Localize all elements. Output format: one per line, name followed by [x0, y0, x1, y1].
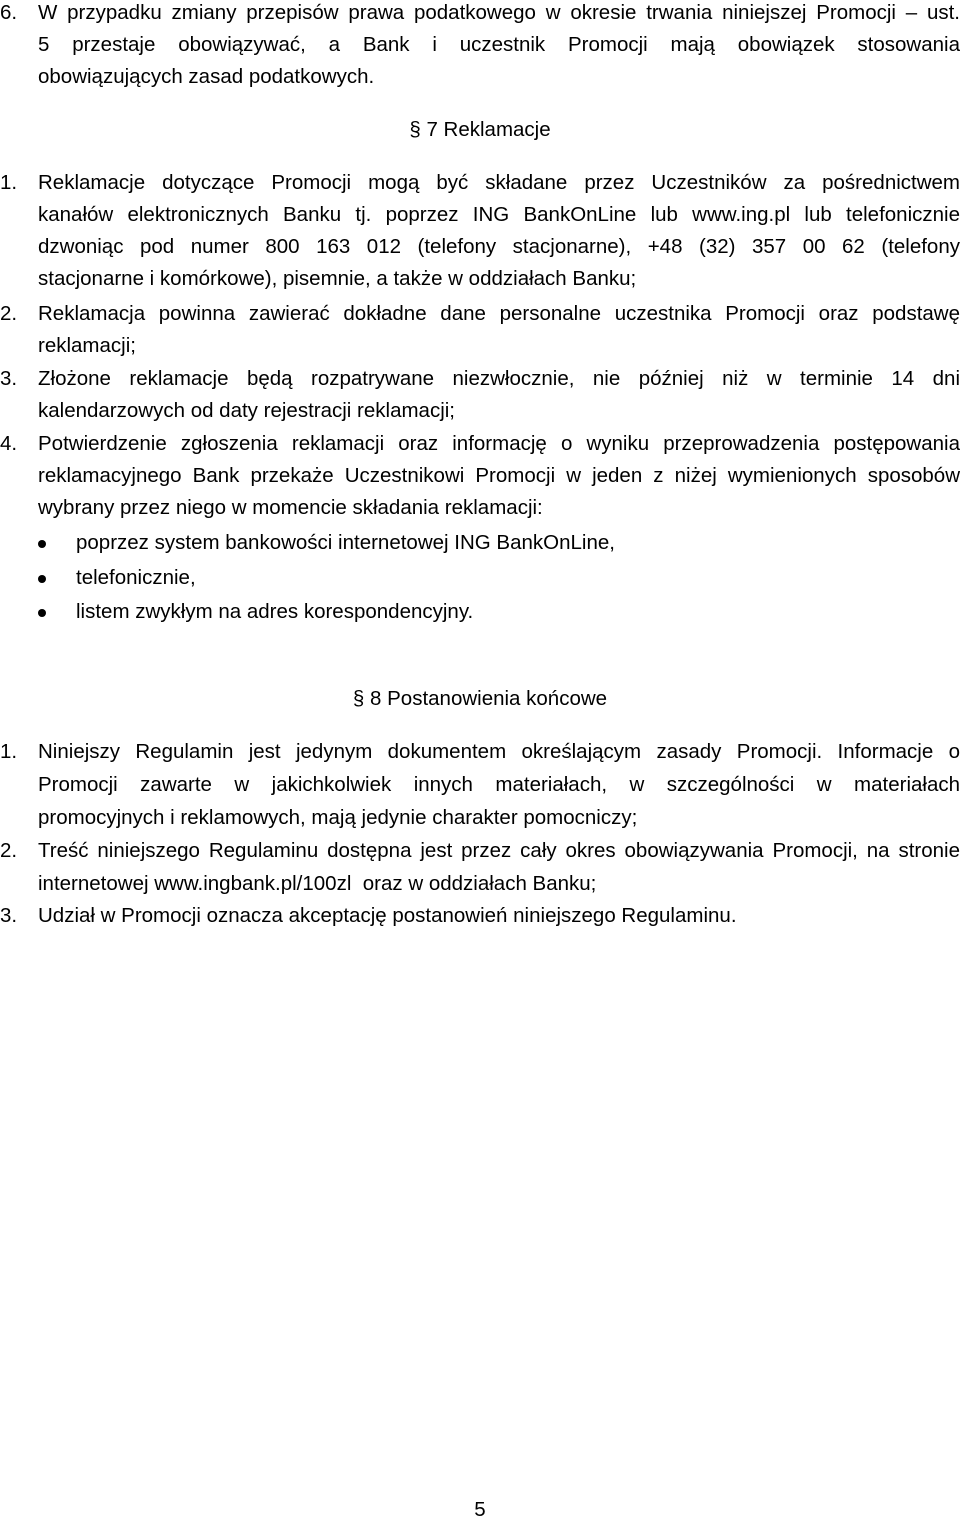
- list-number: 2.: [0, 839, 18, 862]
- paragraph-text: Reklamacja powinna zawierać dokładne dane personalne uczestnika Promocji oraz podstawę: [38, 302, 960, 325]
- paragraph-text: obowiązujących zasad podatkowych.: [38, 65, 375, 88]
- paragraph-text: Reklamacje dotyczące Promocji mogą być składane przez Uczestników za pośrednictwem: [38, 171, 960, 194]
- paragraph-text: wybrany przez niego w momencie składania reklamacji:: [38, 496, 543, 519]
- paragraph-text: Niniejszy Regulamin jest jedynym dokumentem określającym zasady Promocji. Informacje o: [38, 740, 960, 763]
- bullet-icon: [38, 609, 46, 617]
- list-number: 1.: [0, 740, 18, 763]
- paragraph-text: Promocji zawarte w jakichkolwiek innych materiałach, w szczególności w materiałach: [38, 773, 960, 796]
- paragraph-text: Treść niniejszego Regulaminu dostępna jest przez cały okres obowiązywania Promocji, na stronie: [38, 839, 960, 862]
- page-number: 5: [474, 1498, 486, 1521]
- bullet-text: poprzez system bankowości internetowej ING BankOnLine,: [76, 531, 615, 554]
- bullet-text: telefonicznie,: [76, 566, 196, 589]
- paragraph-text: Złożone reklamacje będą rozpatrywane niezwłocznie, nie później niż w terminie 14 dni: [38, 367, 960, 390]
- bullet-icon: [38, 575, 46, 583]
- paragraph-text: promocyjnych i reklamowych, mają jedynie charakter pomocniczy;: [38, 806, 638, 829]
- paragraph-text: internetowej www.ingbank.pl/100zl oraz w oddziałach Banku;: [38, 872, 597, 895]
- paragraph-text: 5 przestaje obowiązywać, a Bank i uczestnik Promocji mają obowiązek stosowania: [38, 33, 960, 56]
- list-number: 6.: [0, 1, 18, 24]
- list-number: 3.: [0, 904, 18, 927]
- paragraph-text: kanałów elektronicznych Banku tj. poprzez ING BankOnLine lub www.ing.pl lub telefonicznie: [38, 203, 960, 226]
- paragraph-text: W przypadku zmiany przepisów prawa podatkowego w okresie trwania niniejszej Promocji – ust.: [38, 1, 960, 24]
- paragraph-text: dzwoniąc pod numer 800 163 012 (telefony stacjonarne), +48 (32) 357 00 62 (telefony: [38, 235, 960, 258]
- bullet-text: listem zwykłym na adres korespondencyjny.: [76, 600, 474, 623]
- paragraph-text: reklamacji;: [38, 334, 136, 357]
- list-number: 2.: [0, 302, 18, 325]
- section-heading: § 7 Reklamacje: [409, 118, 551, 141]
- paragraph-text: reklamacyjnego Bank przekaże Uczestnikowi Promocji w jeden z niżej wymienionych sposobów: [38, 464, 960, 487]
- paragraph-text: kalendarzowych od daty rejestracji reklamacji;: [38, 399, 456, 422]
- paragraph-text: stacjonarne i komórkowe), pisemnie, a także w oddziałach Banku;: [38, 267, 637, 290]
- list-number: 3.: [0, 367, 18, 390]
- paragraph-text: Udział w Promocji oznacza akceptację postanowień niniejszego Regulaminu.: [38, 904, 737, 927]
- bullet-icon: [38, 540, 46, 548]
- list-number: 4.: [0, 432, 18, 455]
- list-number: 1.: [0, 171, 18, 194]
- paragraph-text: Potwierdzenie zgłoszenia reklamacji oraz informację o wyniku przeprowadzenia postępowania: [38, 432, 960, 455]
- section-heading: § 8 Postanowienia końcowe: [352, 687, 608, 710]
